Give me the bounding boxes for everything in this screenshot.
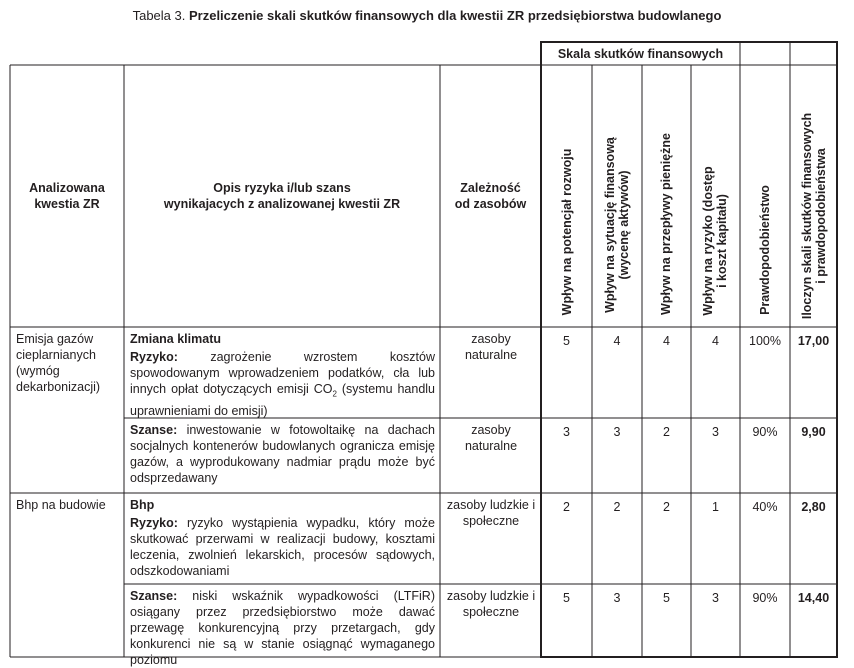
row2-risk-label: Ryzyko: <box>130 516 178 530</box>
row2-risk-v3: 2 <box>663 500 670 514</box>
header-probability-label: Prawdopodobieństwo <box>758 185 772 315</box>
row1-risk-product: 17,00 <box>797 334 830 348</box>
row1-opp-v3: 2 <box>663 425 670 439</box>
row1-risk-probability: 100% <box>749 334 781 348</box>
header-issue <box>10 65 124 327</box>
row1-risk-v4: 4 <box>712 334 719 348</box>
header-risk-line1: Wpływ na ryzyko (dostęp <box>701 166 715 316</box>
header-development <box>560 149 574 316</box>
row1-risk-v2: 4 <box>613 334 621 348</box>
row2-opp-text: niski wskaźnik wypadkowości (LTFiR) osiągany przez przedsiębiorstwo może dawać przewagę konkurencyjną przy przetargach, gdy konkurenci nie są w stanie osiągnąć wymaganego poziomu <box>130 589 435 667</box>
row1-opp-description <box>130 422 435 486</box>
row2-opp-label: Szanse: <box>130 589 178 603</box>
row1-opp-v2: 3 <box>613 425 621 439</box>
header-description <box>124 65 440 327</box>
row1-risk-v1: 5 <box>563 334 570 348</box>
header-financial-line1: Wpływ na sytuację finansową <box>603 137 617 313</box>
header-cashflow <box>659 133 673 315</box>
header-issue-label: Analizowana kwestia ZR <box>29 181 105 211</box>
row1-opp-text: inwestowanie w fotowoltaikę na dachach socjalnych kontenerów budowlanych ogranicza emisję gazów, a wyprodukowany nadmiar prądu może być odsprzedawany <box>130 423 435 485</box>
header-financial <box>603 137 631 313</box>
header-financial-line2: (wycenę aktywów) <box>617 170 631 280</box>
row1-risk-text-b: (systemu handlu uprawnieniami do emisji) <box>130 382 436 418</box>
header-product-line1: Iloczyn skali skutków finansowych <box>800 112 814 320</box>
row2-opp-probability: 90% <box>752 591 778 605</box>
caption-prefix: Tabela 3. <box>132 8 186 23</box>
row1-risk-description <box>130 331 435 419</box>
group-header <box>541 42 740 65</box>
caption-title: Przeliczenie skali skutków finansowych dla kwestii ZR przedsiębiorstwa budowlanego <box>188 8 722 23</box>
row1-opp-dependency: zasoby naturalne <box>464 423 518 453</box>
row1-opp-product: 9,90 <box>801 425 826 439</box>
header-risk-line2: i koszt kapitału) <box>715 194 729 288</box>
header-cashflow-label: Wpływ na przepływy pieniężne <box>659 133 673 315</box>
row1-risk-text-a: zagrożenie wzrostem kosztów spowodowanym wprowadzeniem podatków, cła lub innych opłat dotyczących emisji CO <box>130 350 435 396</box>
row2-risk-text <box>130 515 435 579</box>
row2-opp-v1: 5 <box>563 591 570 605</box>
header-probability <box>758 185 772 315</box>
row1-opp-probability: 90% <box>752 425 778 439</box>
row2-risk-v1: 2 <box>563 500 570 514</box>
row2-risk-v2: 2 <box>613 500 621 514</box>
header-dependency-line1: Zależność <box>460 181 521 195</box>
row2-risk-dependency: zasoby ludzkie i społeczne <box>446 498 536 528</box>
header-risk <box>701 166 729 315</box>
row1-risk-v3: 4 <box>663 334 670 348</box>
row1-risk-text <box>130 349 435 419</box>
header-description-line1: Opis ryzyka i/lub szans <box>213 181 351 195</box>
row2-opp-product: 14,40 <box>797 591 830 605</box>
row1-opp-v1: 3 <box>563 425 570 439</box>
header-dependency-line2: od zasobów <box>454 197 527 211</box>
header-dependency <box>440 65 541 327</box>
row2-risk-text-body: ryzyko wystąpienia wypadku, który może skutkować przerwami w realizacji budowy, kosztami leczenia, zwolnień lekarskich, procesów sądowych, odszkodowaniami <box>130 516 436 578</box>
row2-risk-description <box>130 497 435 579</box>
row2-opp-dependency: zasoby ludzkie i społeczne <box>446 589 536 619</box>
row1-risk-dependency: zasoby naturalne <box>464 332 518 362</box>
row2-topic: Bhp <box>130 498 155 512</box>
row2-issue: Bhp na budowie <box>16 498 106 512</box>
row2-risk-product: 2,80 <box>801 500 826 514</box>
row2-risk-probability: 40% <box>752 500 778 514</box>
row1-risk-sub: 2 <box>332 389 337 399</box>
header-product-line2: i prawdopodobieństwa <box>814 148 828 284</box>
header-product <box>800 113 828 319</box>
row2-opp-v2: 3 <box>613 591 621 605</box>
row2-opp-description <box>130 588 435 668</box>
row2-risk-v4: 1 <box>712 500 719 514</box>
header-development-label: Wpływ na potencjał rozwoju <box>560 148 574 316</box>
row1-opp-label: Szanse: <box>130 423 178 437</box>
row1-topic: Zmiana klimatu <box>130 332 221 346</box>
group-header-label: Skala skutków finansowych <box>557 46 724 61</box>
row1-risk-label: Ryzyko: <box>130 350 178 364</box>
header-description-line2: wynikajacych z analizowanej kwestii ZR <box>163 197 401 211</box>
row2-opp-v4: 3 <box>712 591 719 605</box>
row1-issue: Emisja gazów cieplarnianych (wymóg dekarbonizacji) <box>16 332 101 394</box>
row1-opp-v4: 3 <box>712 425 719 439</box>
row2-opp-v3: 5 <box>663 591 670 605</box>
